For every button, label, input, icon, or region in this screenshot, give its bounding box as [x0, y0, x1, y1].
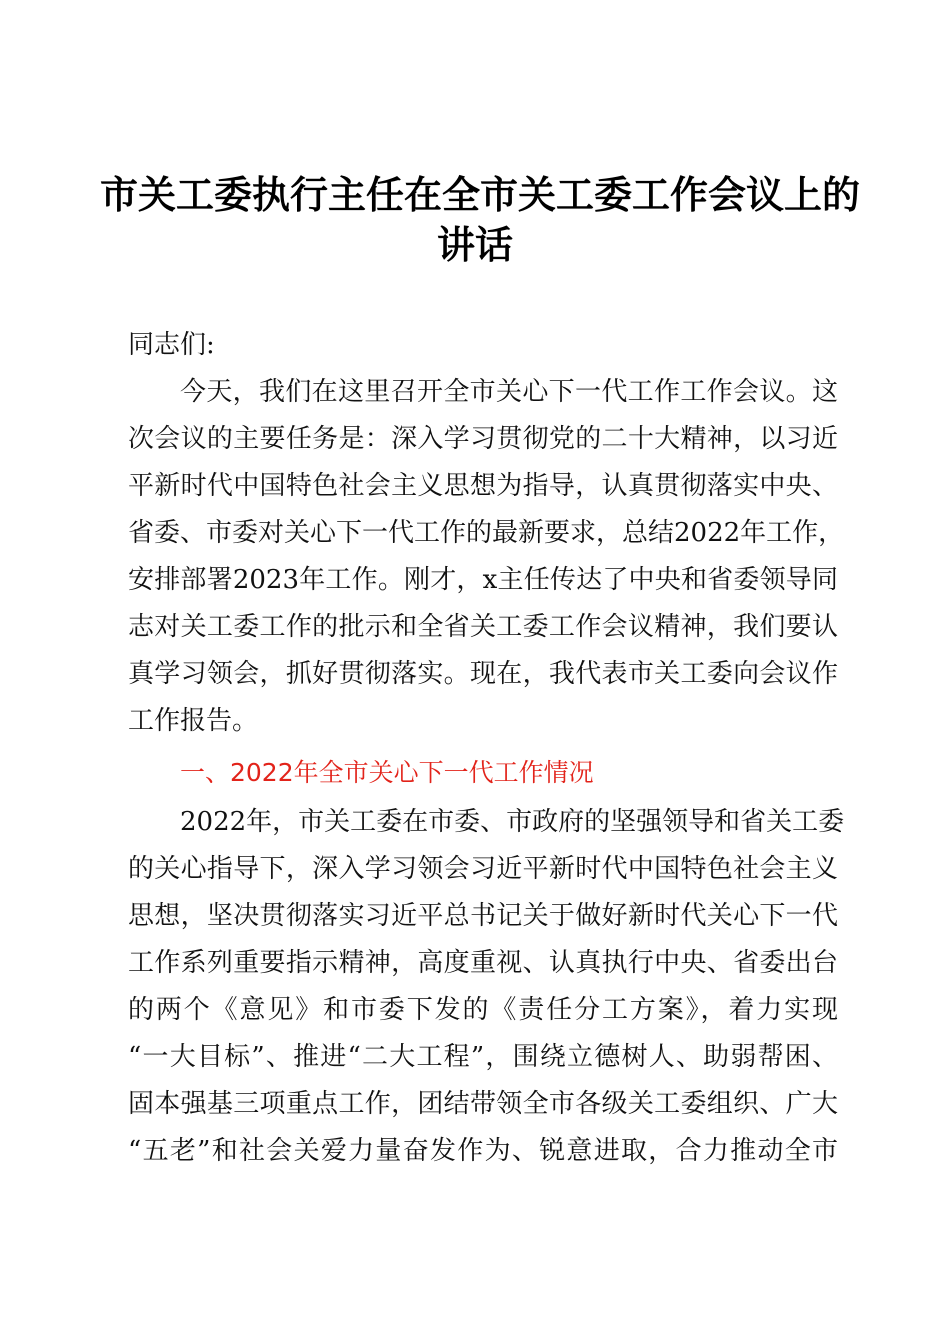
paragraph-2-line: 2022年，市关工委在市委、市政府的坚强领导和省关工委 — [180, 807, 845, 837]
paragraph-1-line: 真学习领会，抓好贯彻落实。现在，我代表市关工委向会议作 — [128, 659, 838, 689]
paragraph-1-line: 志对关工委工作的批示和全省关工委工作会议精神，我们要认 — [128, 612, 838, 642]
paragraph-2-line: 思想，坚决贯彻落实习近平总书记关于做好新时代关心下一代 — [128, 901, 838, 931]
paragraph-1-line: 省委、市委对关心下一代工作的最新要求，总结2022年工作， — [128, 518, 845, 548]
paragraph-2-line: “五老”和社会关爱力量奋发作为、锐意进取，合力推动全市 — [128, 1136, 838, 1166]
paragraph-1-line: 平新时代中国特色社会主义思想为指导，认真贯彻落实中央、 — [128, 471, 838, 501]
paragraph-2-line: 的关心指导下，深入学习领会习近平新时代中国特色社会主义 — [128, 854, 838, 884]
paragraph-2-line: “一大目标”、推进“二大工程”，围绕立德树人、助弱帮困、 — [128, 1042, 838, 1072]
document-title-line-1: 市关工委执行主任在全市关工委工作会议上的 — [100, 173, 861, 217]
paragraph-2-line: 的两个《意见》和市委下发的《责任分工方案》，着力实现 — [128, 995, 838, 1025]
paragraph-1-line: 安排部署2023年工作。刚才，x主任传达了中央和省委领导同 — [128, 565, 838, 595]
greeting: 同志们: — [128, 330, 215, 360]
paragraph-1-line: 工作报告。 — [128, 706, 259, 736]
paragraph-1-line: 今天，我们在这里召开全市关心下一代工作工作会议。这 — [180, 377, 838, 407]
section-heading: 一、2022年全市关心下一代工作情况 — [180, 758, 594, 787]
paragraph-2-line: 工作系列重要指示精神，高度重视、认真执行中央、省委出台 — [128, 948, 838, 978]
document-title-line-2: 讲话 — [436, 223, 513, 267]
paragraph-2-line: 固本强基三项重点工作，团结带领全市各级关工委组织、广大 — [128, 1089, 838, 1119]
paragraph-1-line: 次会议的主要任务是：深入学习贯彻党的二十大精神，以习近 — [128, 424, 838, 454]
